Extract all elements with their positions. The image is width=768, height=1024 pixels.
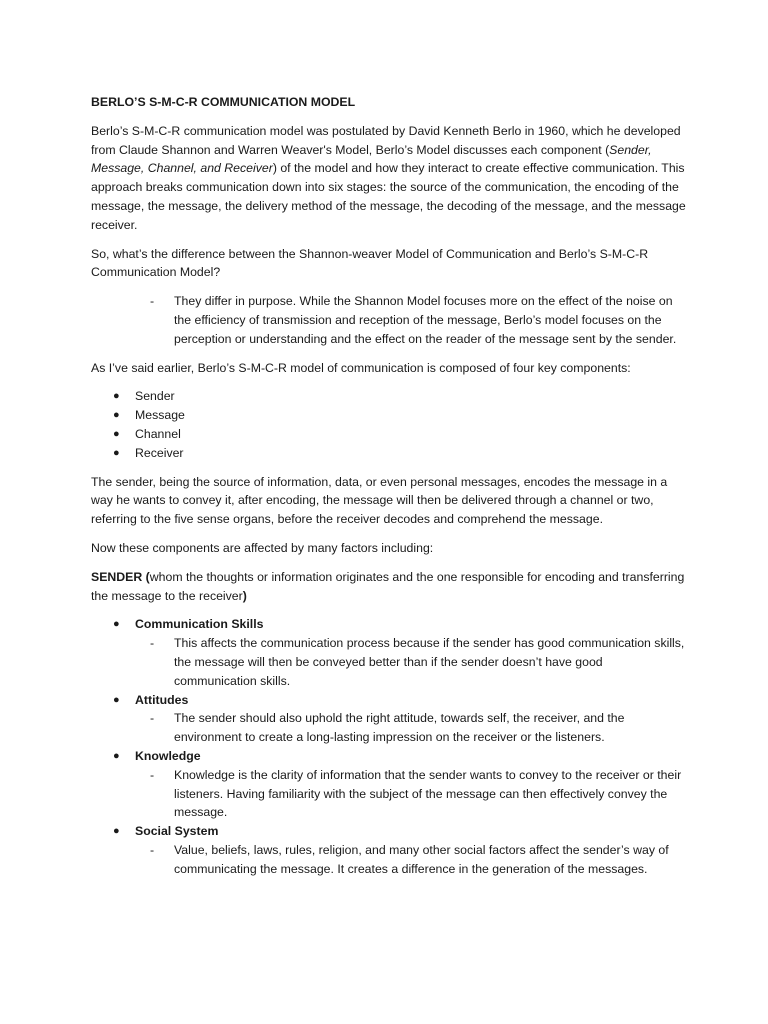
factor-detail [150,766,687,822]
difference-list [91,292,687,348]
components-intro: As I’ve said earlier, Berlo’s S-M-C-R model of communication is composed of four key components: [91,360,631,375]
factor-detail-list [135,709,687,747]
sender-factors-list [91,615,687,878]
bullet-icon: ● [113,749,120,762]
document-body [91,93,687,878]
factor-text: The sender should also uphold the right attitude, towards self, the receiver, and the environment to create a long-lasting impression on the receiver or the listeners. [174,711,625,745]
bullet-icon: ● [113,618,120,631]
intro-text-start: Berlo’s S-M-C-R communication model was postulated by David Kenneth Berlo in 1960, which he developed from Claude Shannon and Warren Weaver's Model, Berlo’s Model discusses each component ( [91,123,681,157]
factor-title: Social System [135,824,219,839]
process-paragraph: The sender, being the source of information, data, or even personal messages, encodes the message in a way he wants to convey it, after encoding, the message will then be delivered through a channel or two, referring to the five sense organs, before the receiver decodes and comprehend the message. [91,474,668,527]
factor-detail [150,634,687,690]
factor-text: Value, beliefs, laws, rules, religion, and many other social factors affect the sender’s way of communicating the message. It creates a difference in the generation of the messages. [174,842,669,876]
list-item [113,387,687,406]
bullet-icon: ● [113,427,120,440]
bullet-icon: ● [113,446,120,459]
intro-text-end: ) of the model and how they interact to create effective communication. This approach breaks communication down into six stages: the source of the communication, the encoding of the message, the message, the delivery method of the message, the decoding of the message, and the message receiver. [91,161,686,232]
dash-marker: - [150,767,155,782]
dash-marker: - [150,842,155,857]
dash-marker: - [150,636,155,651]
sender-description: whom the thoughts or information originates and the one responsible for encoding and transferring the message to the receiver [91,569,685,603]
factors-intro: Now these components are affected by many factors including: [91,540,434,555]
factor-title: Knowledge [135,748,201,763]
bullet-icon: ● [113,693,120,706]
bullet-icon: ● [113,390,120,403]
list-item [113,444,687,463]
bullet-icon: ● [113,409,120,422]
bullet-icon: ● [113,825,120,838]
list-item [113,425,687,444]
component-label: Receiver [135,445,184,460]
factor-item [113,615,687,690]
factor-detail [150,709,687,747]
difference-item [150,292,687,348]
component-label: Sender [135,389,175,404]
factor-item [113,691,687,747]
factor-text: This affects the communication process because if the sender has good communication skills, the message will then be conveyed better than if the sender doesn’t have good communication skills. [174,636,685,688]
factor-detail-list [135,841,687,879]
difference-text: They differ in purpose. While the Shannon Model focuses more on the effect of the noise on the efficiency of transmission and reception of the message, Berlo’s model focuses on the perception or understanding and the effect on the reader of the message sent by the sender. [174,294,677,346]
dash-marker: - [150,294,155,309]
factor-item [113,822,687,878]
factor-detail-list [135,634,687,690]
intro-paragraph [91,122,687,235]
document-title: BERLO’S S-M-C-R COMMUNICATION MODEL [91,95,356,109]
list-item [113,406,687,425]
intro-components-italic: Sender, Message, Channel, and Receiver [91,142,652,176]
component-label: Message [135,408,185,423]
factor-item [113,747,687,822]
sender-close-paren: ) [242,588,247,603]
factor-text: Knowledge is the clarity of information that the sender wants to convey to the receiver or their listeners. Having familiarity with the subject of the message can then effectively convey the message. [174,767,682,820]
components-list [91,387,687,462]
dash-marker: - [150,711,155,726]
factor-detail [150,841,687,879]
component-label: Channel [135,426,181,441]
sender-label: SENDER ( [91,569,150,584]
factor-detail-list [135,766,687,822]
factor-title: Attitudes [135,692,189,707]
question-paragraph: So, what’s the difference between the Shannon-weaver Model of Communication and Berlo’s S-M-C-R Communication Model? [91,246,649,280]
sender-heading [91,568,687,606]
factor-title: Communication Skills [135,617,264,632]
